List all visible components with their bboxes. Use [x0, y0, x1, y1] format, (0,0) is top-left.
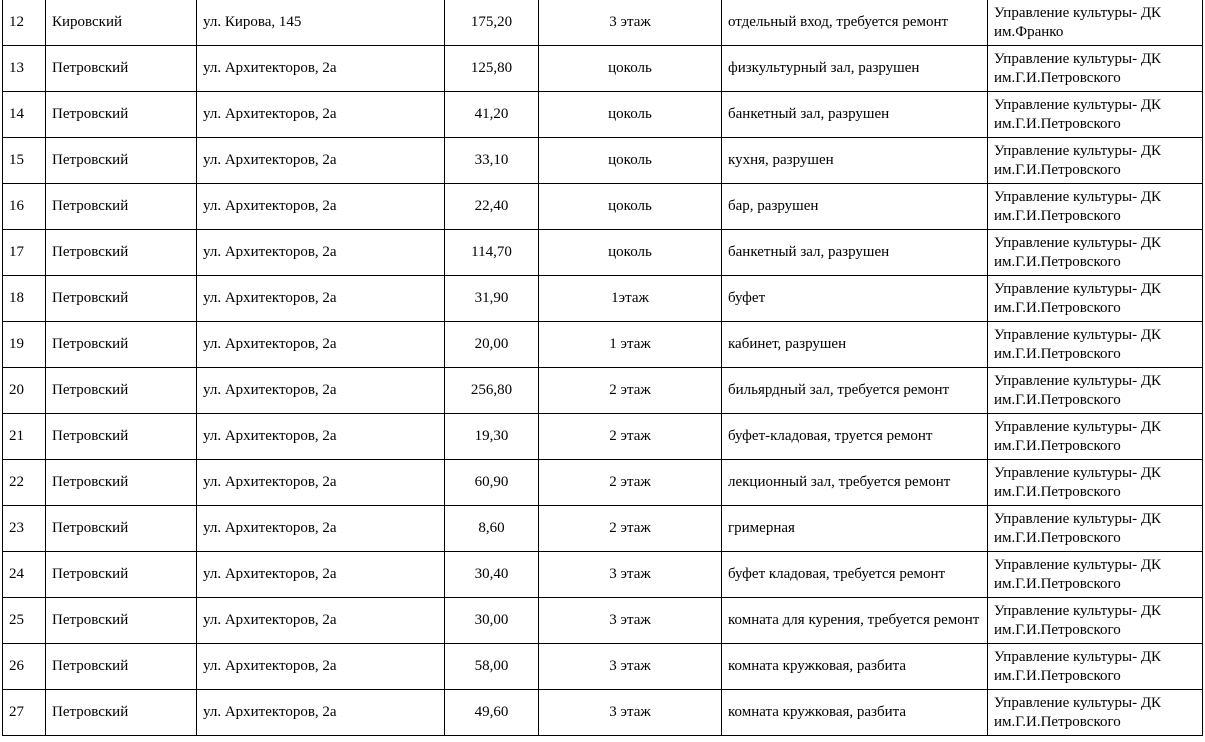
district-cell: Петровский: [46, 322, 197, 368]
area-cell: 49,60: [445, 690, 539, 736]
table-row: [3, 92, 1203, 138]
table-row: [3, 322, 1203, 368]
holder-cell: Управление культуры- ДК им.Г.И.Петровского: [988, 460, 1203, 506]
district-cell: Кировский: [46, 0, 197, 46]
floor-cell: 3 этаж: [539, 598, 722, 644]
table-row: [3, 230, 1203, 276]
address-cell: ул. Архитекторов, 2а: [197, 138, 445, 184]
address-cell: ул. Архитекторов, 2а: [197, 230, 445, 276]
floor-cell: 2 этаж: [539, 368, 722, 414]
row-number: 18: [3, 276, 46, 322]
row-number: 23: [3, 506, 46, 552]
district-cell: Петровский: [46, 506, 197, 552]
holder-cell: Управление культуры- ДК им.Г.И.Петровского: [988, 506, 1203, 552]
table-row: [3, 46, 1203, 92]
address-cell: ул. Архитекторов, 2а: [197, 552, 445, 598]
area-cell: 30,00: [445, 598, 539, 644]
row-number: 19: [3, 322, 46, 368]
table-body: [3, 0, 1203, 736]
floor-cell: 1 этаж: [539, 322, 722, 368]
holder-cell: Управление культуры- ДК им.Г.И.Петровского: [988, 138, 1203, 184]
district-cell: Петровский: [46, 598, 197, 644]
table-row: [3, 552, 1203, 598]
floor-cell: 2 этаж: [539, 506, 722, 552]
holder-cell: Управление культуры- ДК им.Г.И.Петровского: [988, 368, 1203, 414]
area-cell: 8,60: [445, 506, 539, 552]
floor-cell: 3 этаж: [539, 0, 722, 46]
district-cell: Петровский: [46, 414, 197, 460]
holder-cell: Управление культуры- ДК им.Г.И.Петровского: [988, 598, 1203, 644]
holder-cell: Управление культуры- ДК им.Г.И.Петровского: [988, 552, 1203, 598]
row-number: 26: [3, 644, 46, 690]
row-number: 14: [3, 92, 46, 138]
holder-cell: Управление культуры- ДК им.Г.И.Петровского: [988, 644, 1203, 690]
table-row: [3, 690, 1203, 736]
note-cell: буфет-кладовая, труется ремонт: [722, 414, 988, 460]
floor-cell: цоколь: [539, 230, 722, 276]
row-number: 25: [3, 598, 46, 644]
district-cell: Петровский: [46, 552, 197, 598]
note-cell: буфет кладовая, требуется ремонт: [722, 552, 988, 598]
address-cell: ул. Архитекторов, 2а: [197, 598, 445, 644]
holder-cell: Управление культуры- ДК им.Г.И.Петровского: [988, 46, 1203, 92]
floor-cell: цоколь: [539, 184, 722, 230]
note-cell: банкетный зал, разрушен: [722, 92, 988, 138]
note-cell: комната кружковая, разбита: [722, 690, 988, 736]
note-cell: физкультурный зал, разрушен: [722, 46, 988, 92]
note-cell: комната кружковая, разбита: [722, 644, 988, 690]
row-number: 24: [3, 552, 46, 598]
district-cell: Петровский: [46, 46, 197, 92]
note-cell: кухня, разрушен: [722, 138, 988, 184]
row-number: 27: [3, 690, 46, 736]
area-cell: 41,20: [445, 92, 539, 138]
area-cell: 175,20: [445, 0, 539, 46]
area-cell: 19,30: [445, 414, 539, 460]
floor-cell: цоколь: [539, 92, 722, 138]
holder-cell: Управление культуры- ДК им.Г.И.Петровского: [988, 230, 1203, 276]
area-cell: 30,40: [445, 552, 539, 598]
row-number: 17: [3, 230, 46, 276]
district-cell: Петровский: [46, 644, 197, 690]
note-cell: буфет: [722, 276, 988, 322]
floor-cell: цоколь: [539, 138, 722, 184]
floor-cell: 2 этаж: [539, 460, 722, 506]
address-cell: ул. Архитекторов, 2а: [197, 368, 445, 414]
area-cell: 33,10: [445, 138, 539, 184]
row-number: 22: [3, 460, 46, 506]
table-row: [3, 184, 1203, 230]
district-cell: Петровский: [46, 690, 197, 736]
address-cell: ул. Архитекторов, 2а: [197, 184, 445, 230]
holder-cell: Управление культуры- ДК им.Г.И.Петровского: [988, 690, 1203, 736]
area-cell: 20,00: [445, 322, 539, 368]
district-cell: Петровский: [46, 368, 197, 414]
address-cell: ул. Архитекторов, 2а: [197, 276, 445, 322]
note-cell: отдельный вход, требуется ремонт: [722, 0, 988, 46]
holder-cell: Управление культуры- ДК им.Г.И.Петровского: [988, 184, 1203, 230]
note-cell: лекционный зал, требуется ремонт: [722, 460, 988, 506]
address-cell: ул. Архитекторов, 2а: [197, 322, 445, 368]
holder-cell: Управление культуры- ДК им.Г.И.Петровского: [988, 92, 1203, 138]
holder-cell: Управление культуры- ДК им.Г.И.Петровского: [988, 276, 1203, 322]
area-cell: 256,80: [445, 368, 539, 414]
district-cell: Петровский: [46, 92, 197, 138]
note-cell: комната для курения, требуется ремонт: [722, 598, 988, 644]
area-cell: 125,80: [445, 46, 539, 92]
holder-cell: Управление культуры- ДК им.Г.И.Петровского: [988, 322, 1203, 368]
district-cell: Петровский: [46, 138, 197, 184]
table-row: [3, 460, 1203, 506]
address-cell: ул. Архитекторов, 2а: [197, 690, 445, 736]
row-number: 12: [3, 0, 46, 46]
address-cell: ул. Архитекторов, 2а: [197, 460, 445, 506]
note-cell: гримерная: [722, 506, 988, 552]
table-row: [3, 368, 1203, 414]
table-row: [3, 0, 1203, 46]
area-cell: 60,90: [445, 460, 539, 506]
district-cell: Петровский: [46, 230, 197, 276]
district-cell: Петровский: [46, 184, 197, 230]
row-number: 15: [3, 138, 46, 184]
row-number: 20: [3, 368, 46, 414]
floor-cell: 3 этаж: [539, 690, 722, 736]
floor-cell: 2 этаж: [539, 414, 722, 460]
area-cell: 114,70: [445, 230, 539, 276]
row-number: 21: [3, 414, 46, 460]
note-cell: кабинет, разрушен: [722, 322, 988, 368]
address-cell: ул. Архитекторов, 2а: [197, 46, 445, 92]
area-cell: 31,90: [445, 276, 539, 322]
floor-cell: 3 этаж: [539, 644, 722, 690]
floor-cell: цоколь: [539, 46, 722, 92]
district-cell: Петровский: [46, 276, 197, 322]
table-row: [3, 598, 1203, 644]
table-row: [3, 414, 1203, 460]
table-row: [3, 506, 1203, 552]
holder-cell: Управление культуры- ДК им.Г.И.Петровского: [988, 414, 1203, 460]
row-number: 13: [3, 46, 46, 92]
address-cell: ул. Архитекторов, 2а: [197, 414, 445, 460]
area-cell: 58,00: [445, 644, 539, 690]
address-cell: ул. Кирова, 145: [197, 0, 445, 46]
holder-cell: Управление культуры- ДК им.Франко: [988, 0, 1203, 46]
table-row: [3, 276, 1203, 322]
address-cell: ул. Архитекторов, 2а: [197, 92, 445, 138]
row-number: 16: [3, 184, 46, 230]
premises-table: [2, 0, 1203, 736]
address-cell: ул. Архитекторов, 2а: [197, 644, 445, 690]
note-cell: банкетный зал, разрушен: [722, 230, 988, 276]
note-cell: бильярдный зал, требуется ремонт: [722, 368, 988, 414]
note-cell: бар, разрушен: [722, 184, 988, 230]
address-cell: ул. Архитекторов, 2а: [197, 506, 445, 552]
floor-cell: 3 этаж: [539, 552, 722, 598]
table-row: [3, 644, 1203, 690]
district-cell: Петровский: [46, 460, 197, 506]
floor-cell: 1этаж: [539, 276, 722, 322]
area-cell: 22,40: [445, 184, 539, 230]
table-row: [3, 138, 1203, 184]
